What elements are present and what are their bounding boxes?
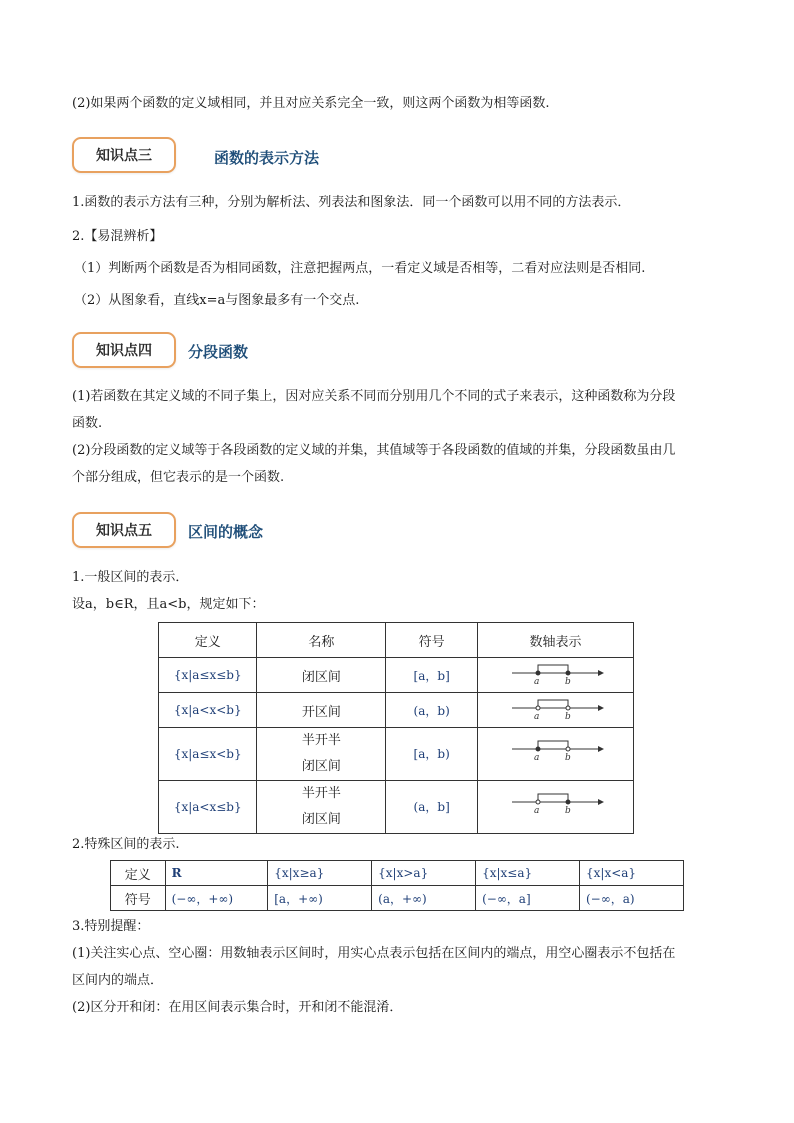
- section-5-title: 区间的概念: [188, 523, 264, 541]
- row-label: 定义: [111, 861, 166, 886]
- def-cell: {x|a≤x<b}: [173, 746, 242, 761]
- def-cell: {x|a≤x≤b}: [173, 667, 242, 682]
- name-line-2: 闭区间: [301, 759, 341, 774]
- axis-label-b: b: [564, 712, 571, 721]
- special-sym: (−∞，a): [580, 886, 684, 911]
- section-3-badge: 知识点三: [72, 137, 176, 173]
- number-line-diagram: [506, 695, 606, 721]
- sym-cell: [a，b): [413, 746, 450, 761]
- special-sym: [a，+∞): [268, 886, 372, 911]
- name-line-1: 半开半: [301, 733, 341, 748]
- section-4-line-2: 函数.: [72, 416, 103, 431]
- table-row: [111, 886, 684, 911]
- number-line-diagram: [506, 736, 606, 762]
- sym-cell: (a，b): [413, 703, 450, 718]
- number-line-cell: [478, 658, 634, 693]
- axis-label-a: a: [533, 712, 539, 721]
- section-3-line-4: （2）从图象看，直线x=a与图象最多有一个交点.: [74, 293, 360, 308]
- closed-endpoint: [566, 671, 570, 675]
- table-row: [159, 693, 634, 728]
- def-cell: {x|a<x<b}: [173, 702, 242, 717]
- section-4-badge: 知识点四: [72, 332, 176, 368]
- reminder-line-1: (1)关注实心点、空心圈：用数轴表示区间时，用实心点表示包括在区间内的端点，用空心圈表示不包括在: [72, 946, 676, 961]
- section-4-title: 分段函数: [188, 343, 249, 361]
- number-line-cell: [478, 693, 634, 728]
- name-line-2: 闭区间: [301, 812, 341, 827]
- name-cell: [257, 781, 386, 834]
- special-def: {x|x<a}: [580, 861, 684, 886]
- section-4-line-3: (2)分段函数的定义域等于各段函数的定义域的并集，其值域等于各段函数的值域的并集，分段函数虽由几: [72, 443, 676, 458]
- special-sym: (−∞，a]: [476, 886, 580, 911]
- closed-endpoint: [536, 747, 540, 751]
- special-def: {x|x≤a}: [476, 861, 580, 886]
- row-label: 符号: [111, 886, 166, 911]
- number-line-cell: [478, 781, 634, 834]
- section-5-line-2: 设a，b∈R，且a<b，规定如下：: [72, 597, 265, 612]
- number-line-diagram: [506, 789, 606, 815]
- special-def: R: [165, 861, 268, 886]
- open-endpoint: [566, 706, 570, 710]
- special-interval-table: [110, 860, 684, 911]
- section-3-line-2: 2.【易混辨析】: [72, 229, 163, 244]
- section-3-line-1: 1.函数的表示方法有三种，分别为解析法、列表法和图象法．同一个函数可以用不同的方法表示．: [72, 195, 631, 210]
- reminder-line-2: 区间内的端点．: [72, 973, 164, 988]
- reminder-line-3: (2)区分开和闭：在用区间表示集合时，开和闭不能混淆．: [72, 1000, 403, 1015]
- open-endpoint: [566, 747, 570, 751]
- open-endpoint: [536, 800, 540, 804]
- special-sym: (−∞，+∞): [165, 886, 268, 911]
- table-row: [159, 781, 634, 834]
- header-cell: 数轴表示: [478, 623, 634, 658]
- header-cell: 符号: [386, 623, 478, 658]
- closed-endpoint: [536, 671, 540, 675]
- section-5-line-1: 1.一般区间的表示．: [72, 570, 189, 585]
- axis-label-a: a: [533, 753, 539, 762]
- number-line-diagram: [506, 660, 606, 686]
- axis-label-a: a: [533, 677, 539, 686]
- name-cell: 开区间: [257, 693, 386, 728]
- sym-cell: [a，b]: [413, 668, 450, 683]
- special-sym: (a，+∞): [372, 886, 476, 911]
- special-def: {x|x≥a}: [268, 861, 372, 886]
- sym-cell: (a，b]: [413, 799, 450, 814]
- def-cell: {x|a<x≤b}: [173, 799, 242, 814]
- axis-label-b: b: [564, 806, 571, 815]
- section-3-title: 函数的表示方法: [214, 149, 320, 167]
- reminder-title: 3.特别提醒：: [72, 919, 150, 934]
- name-cell: [257, 728, 386, 781]
- special-def: {x|x>a}: [372, 861, 476, 886]
- section-4-line-4: 个部分组成，但它表示的是一个函数.: [72, 470, 285, 485]
- closed-endpoint: [566, 800, 570, 804]
- axis-label-b: b: [564, 753, 571, 762]
- axis-label-a: a: [533, 806, 539, 815]
- header-cell: 名称: [257, 623, 386, 658]
- intro-line: (2)如果两个函数的定义域相同，并且对应关系完全一致，则这两个函数为相等函数.: [72, 96, 550, 111]
- header-cell: 定义: [159, 623, 257, 658]
- special-title: 2.特殊区间的表示.: [72, 837, 180, 852]
- axis-label-b: b: [564, 677, 571, 686]
- name-line-1: 半开半: [301, 786, 341, 801]
- section-4-line-1: (1)若函数在其定义域的不同子集上，因对应关系不同而分别用几个不同的式子来表示，这种函数称为分段: [72, 389, 676, 404]
- interval-table-header: [159, 623, 634, 658]
- table-row: [111, 861, 684, 886]
- name-cell: 闭区间: [257, 658, 386, 693]
- interval-table: [158, 622, 634, 834]
- table-row: [159, 658, 634, 693]
- number-line-cell: [478, 728, 634, 781]
- section-5-badge: 知识点五: [72, 512, 176, 548]
- open-endpoint: [536, 706, 540, 710]
- table-row: [159, 728, 634, 781]
- section-3-line-3: （1）判断两个函数是否为相同函数，注意把握两点，一看定义域是否相等，二看对应法则是否相同.: [74, 261, 646, 276]
